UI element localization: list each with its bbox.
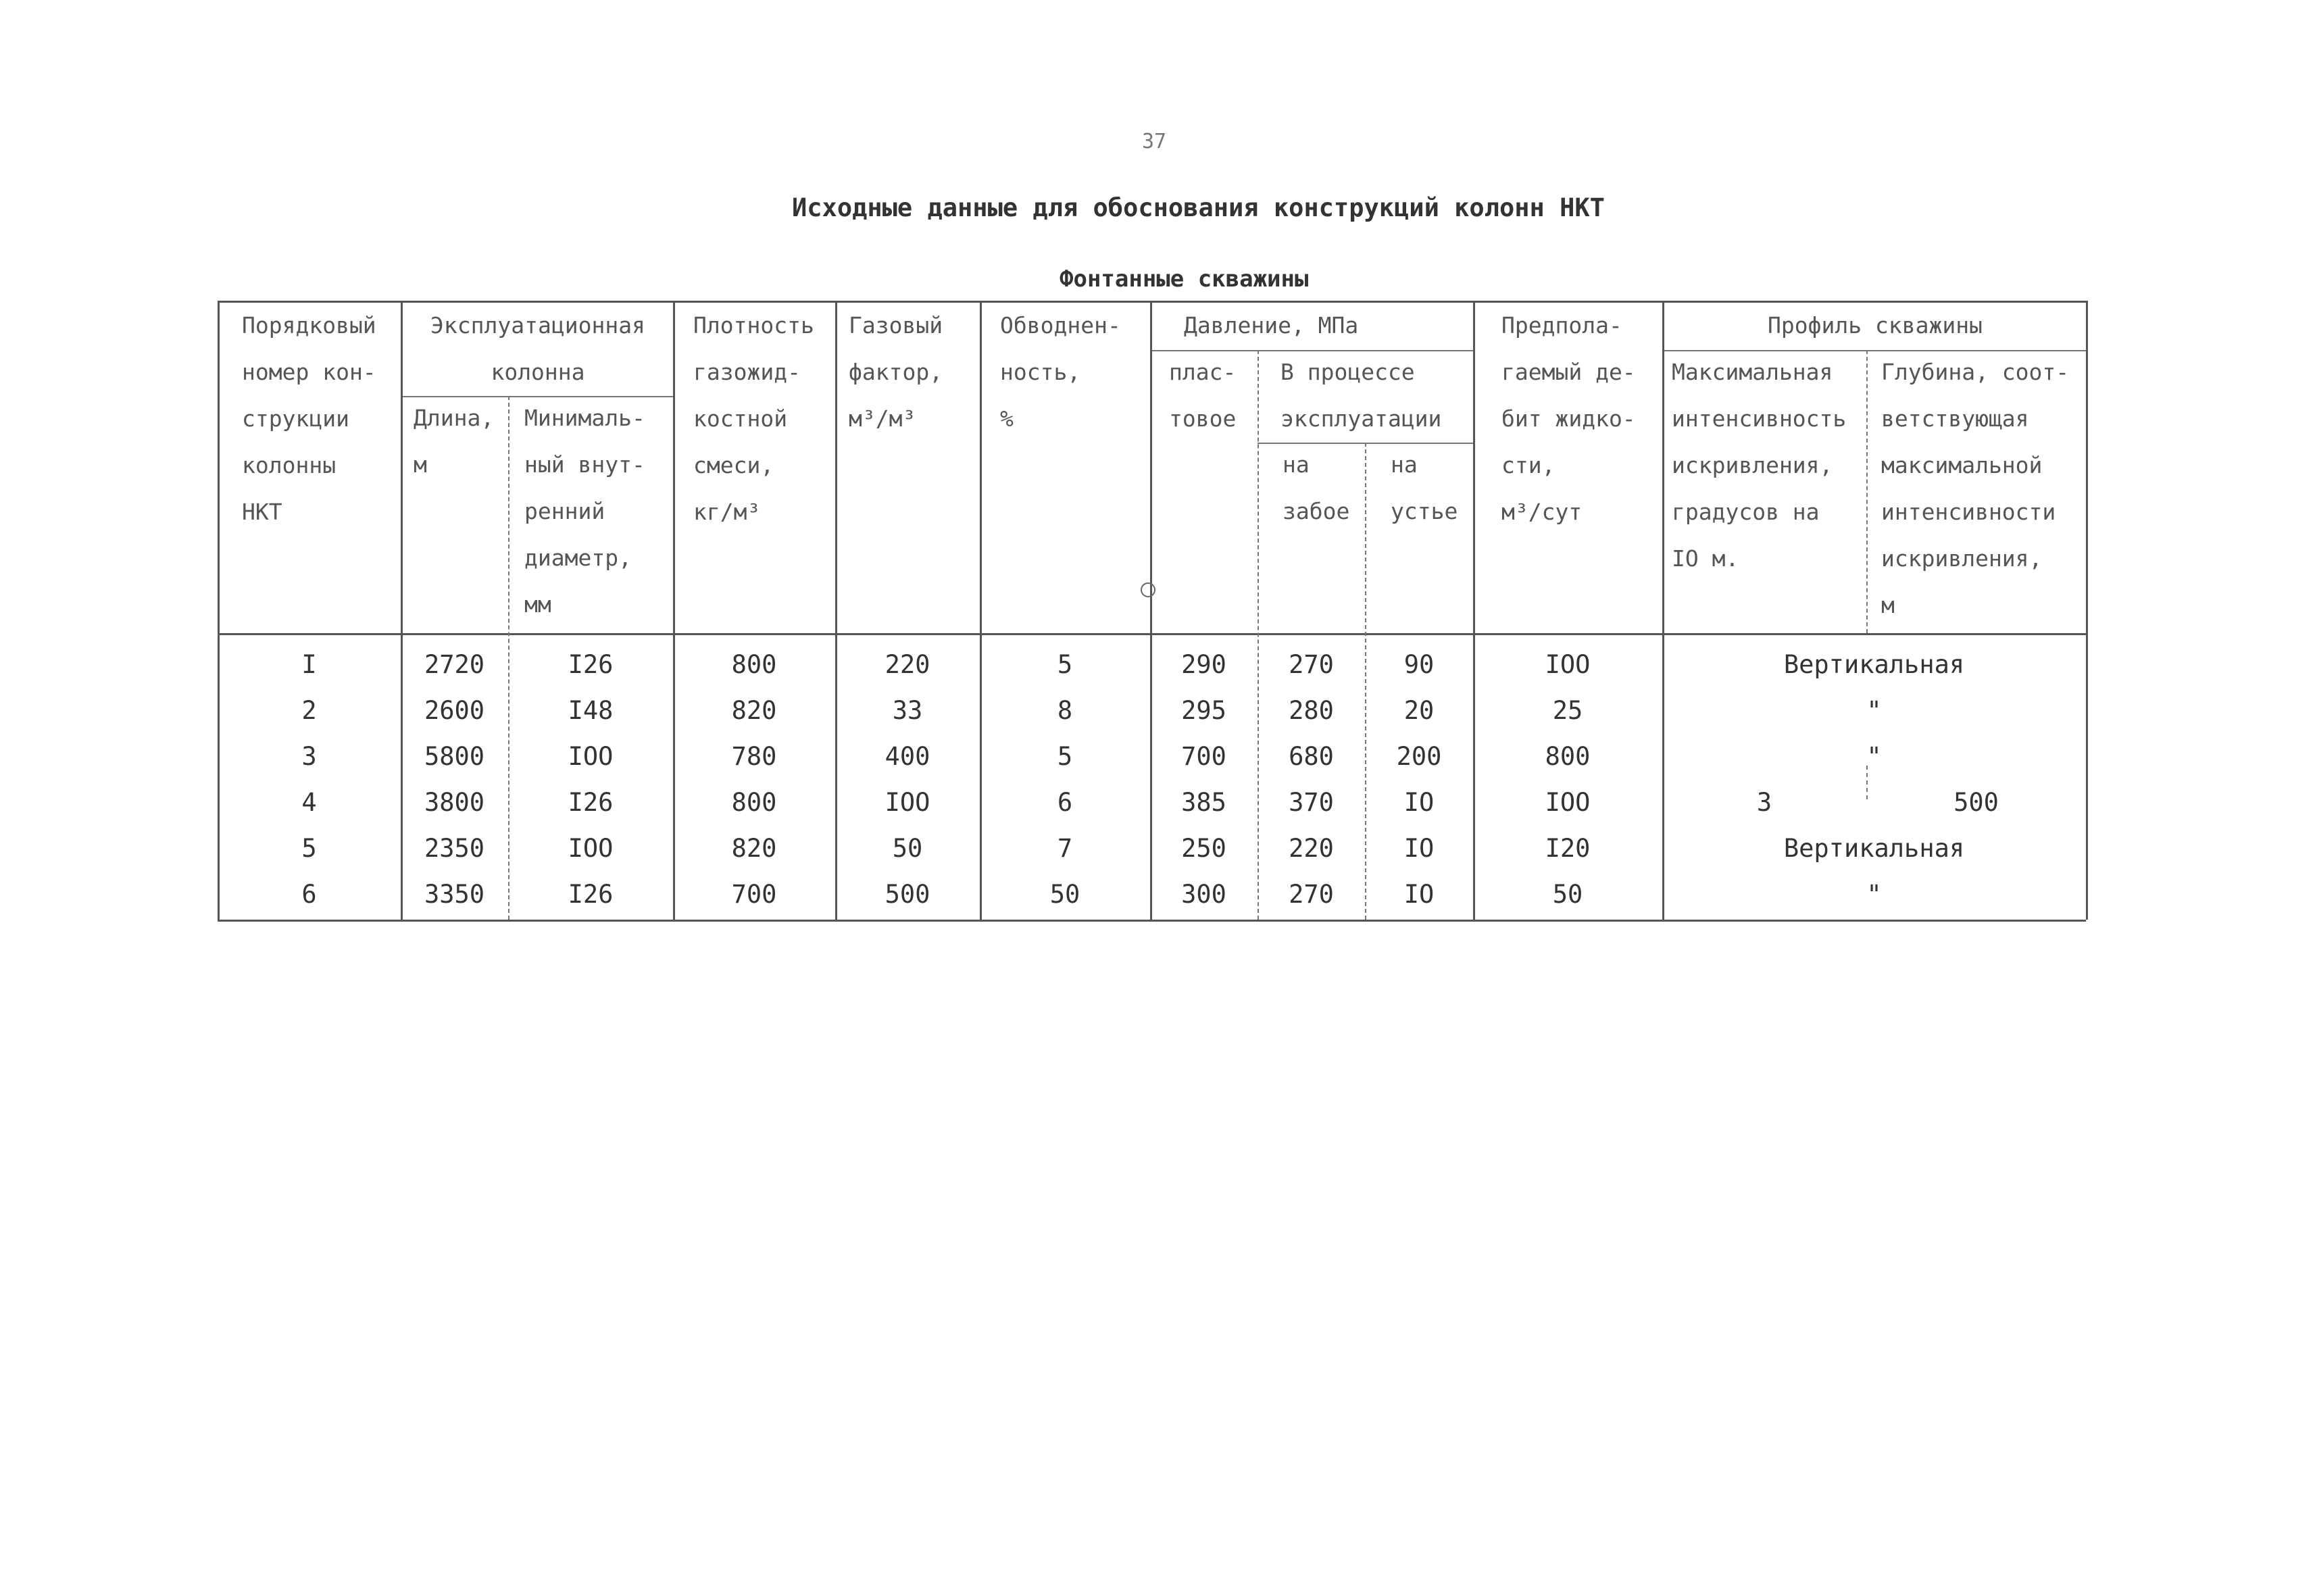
cell-profile: Вертикальная [1783,650,1965,679]
cell-water: 5 [1057,742,1073,771]
cell-seq: 3 [301,742,317,771]
cell-seq: 2 [301,696,317,725]
header-process-group: В процессе эксплуатации [1280,359,1442,432]
cell-length: 2350 [424,834,485,863]
cell-wellhead: 20 [1403,696,1435,725]
cell-reservoir: 385 [1181,788,1226,817]
cell-density: 800 [731,650,777,679]
cell-profile: " [1866,880,1882,909]
cell-diam: IOO [568,834,614,863]
cell-density: 780 [731,742,777,771]
cell-diam: I26 [568,880,614,909]
cell-length: 2720 [424,650,485,679]
header-water-cut: Обводнен- ность, % [1000,312,1121,432]
cell-bottom: 680 [1289,742,1334,771]
cell-depth: 500 [1953,788,1999,817]
cell-gas: IOO [885,788,930,817]
col-border [1866,350,1868,633]
cell-debit: 800 [1545,742,1591,771]
cell-reservoir: 300 [1181,880,1226,909]
cell-reservoir: 295 [1181,696,1226,725]
document-title: Исходные данные для обоснования конструкций колонн НКТ [792,193,1605,222]
header-density: Плотность газожид- костной смеси, кг/м³ [693,312,814,525]
page-number: 37 [1142,130,1167,153]
header-depth: Глубина, соот- ветствующая максимальной интенсивности искривления, м [1881,359,2070,618]
cell-wellhead: IO [1403,788,1435,817]
cell-seq: I [301,650,317,679]
cell-reservoir: 250 [1181,834,1226,863]
cell-diam: IOO [568,742,614,771]
cell-density: 800 [731,788,777,817]
cell-reservoir: 290 [1181,650,1226,679]
cell-water: 7 [1057,834,1073,863]
table-subtitle: Фонтанные скважины [1060,266,1309,293]
cell-seq: 5 [301,834,317,863]
header-min-diameter: Минималь- ный внут- ренний диаметр, мм [524,405,645,618]
cell-bottom: 280 [1289,696,1334,725]
cell-max-int: 3 [1756,788,1772,817]
cell-gas: 33 [892,696,923,725]
header-seq: Порядковый номер кон- струкции колонны НКТ [242,312,376,525]
cell-debit: 50 [1552,880,1583,909]
cell-debit: 25 [1552,696,1583,725]
cell-profile: " [1866,742,1882,771]
cell-bottom: 220 [1289,834,1334,863]
cell-gas: 500 [885,880,930,909]
cell-profile: Вертикальная [1783,834,1965,863]
cell-length: 3800 [424,788,485,817]
header-wellhead: на устье [1391,451,1458,524]
cell-bottom: 270 [1289,880,1334,909]
table-bottom-border [218,920,2086,922]
cell-wellhead: IO [1403,834,1435,863]
cell-debit: IOO [1545,650,1591,679]
cell-debit: IOO [1545,788,1591,817]
cell-seq: 4 [301,788,317,817]
cell-water: 50 [1049,880,1080,909]
cell-bottom: 270 [1289,650,1334,679]
cell-gas: 50 [892,834,923,863]
cell-length: 3350 [424,880,485,909]
col-border [2086,301,2088,920]
cell-length: 2600 [424,696,485,725]
header-pressure-group: Давление, МПа [1184,312,1359,339]
header-gas-factor: Газовый фактор, м³/м³ [849,312,943,432]
hole-punch-mark [1141,582,1155,597]
cell-profile: " [1866,696,1882,725]
cell-diam: I48 [568,696,614,725]
cell-reservoir: 700 [1181,742,1226,771]
cell-density: 820 [731,834,777,863]
header-profile-group: Профиль скважины [1768,312,1983,339]
cell-gas: 220 [885,650,930,679]
cell-water: 6 [1057,788,1073,817]
cell-seq: 6 [301,880,317,909]
header-reservoir: плас- товое [1169,359,1237,432]
cell-bottom: 370 [1289,788,1334,817]
cell-wellhead: IO [1403,880,1435,909]
cell-density: 820 [731,696,777,725]
cell-gas: 400 [885,742,930,771]
cell-length: 5800 [424,742,485,771]
header-max-intensity: Максимальная интенсивность искривления, градусов на IO м. [1672,359,1847,572]
cell-diam: I26 [568,788,614,817]
cell-density: 700 [731,880,777,909]
cell-wellhead: 90 [1403,650,1435,679]
cell-water: 5 [1057,650,1073,679]
header-length: Длина, м [414,405,495,478]
cell-debit: I20 [1545,834,1591,863]
header-bottom: на забое [1283,451,1350,524]
cell-wellhead: 200 [1396,742,1442,771]
header-debit: Предпола- гаемый де- бит жидко- сти, м³/сут [1501,312,1636,525]
cell-diam: I26 [568,650,614,679]
header-column-group: Эксплуатационная колонна [430,312,645,385]
cell-water: 8 [1057,696,1073,725]
